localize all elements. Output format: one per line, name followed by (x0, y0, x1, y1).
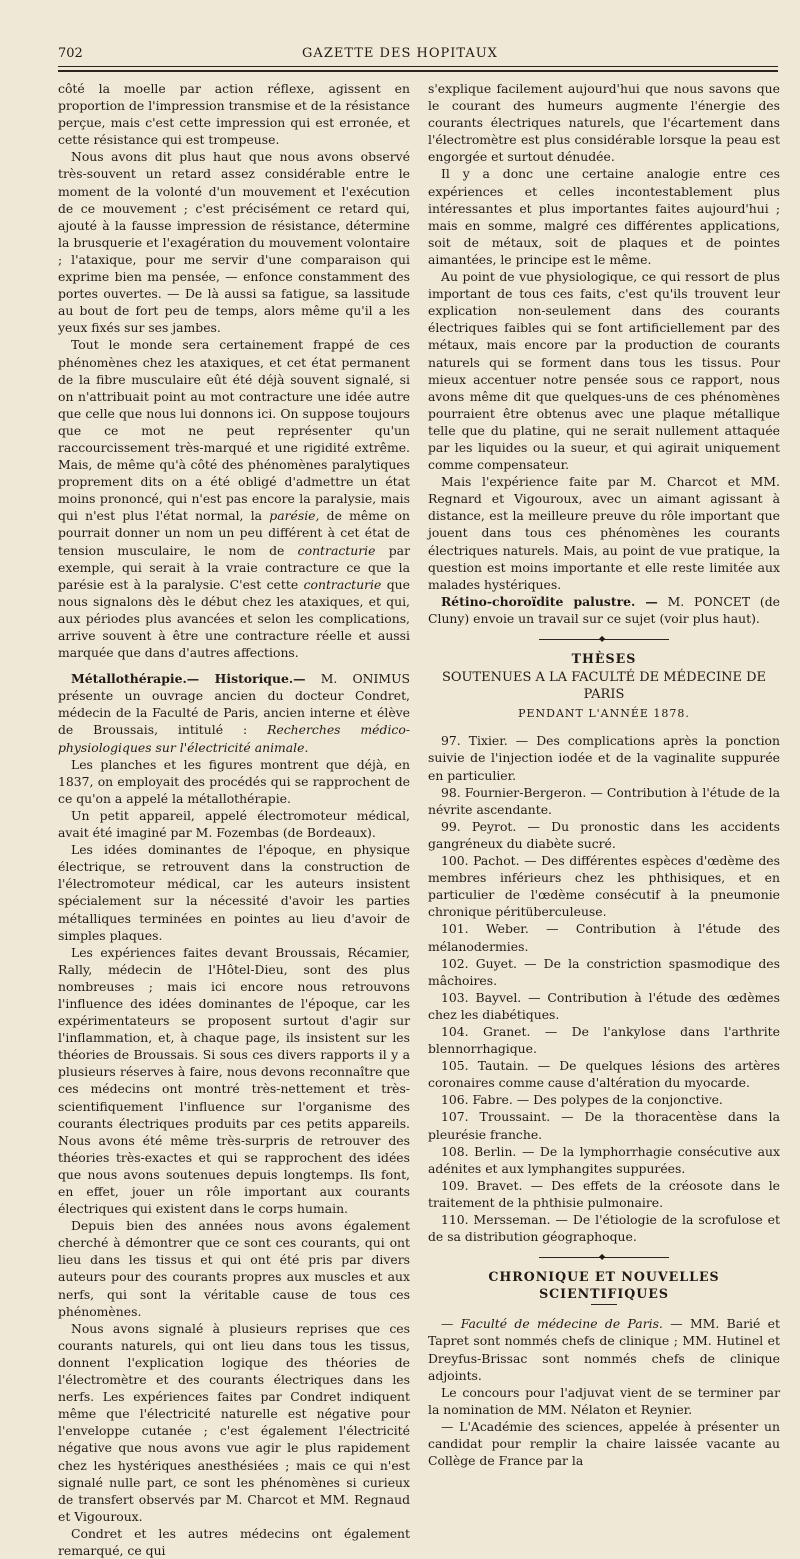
theses-title: THÈSES (571, 651, 637, 666)
paragraph: Au point de vue physiologique, ce qui ressort de plus important de tous ces faits, c'est qu'ils trouvent leur explication non-seulement dans des courants électriques faibles qui se font artificiellement par des métaux, mais encore par la production de courants naturels qui se forment dans tous les tissus. Pour mieux accentuer notre pensée sous ce rapport, nous avons même dit que quelques-uns de ces phénomènes pourraient être obtenus avec une plaque métallique telle que du platine, qui ne serait nullement attaquée par les liquides ou la sueur, et qui agirait uniquement comme compensateur. (428, 269, 780, 473)
term-contracturie: contracturie (297, 542, 376, 558)
news-lead: — Faculté de médecine de Paris. (441, 1316, 663, 1332)
header-rule-thick (58, 70, 778, 72)
paragraph: Les planches et les figures montrent que déjà, en 1837, on employait des procédés qui se rapprochent de ce qu'on a appelé la métallothérapie. (58, 756, 410, 806)
list-item: 97. Tixier. — Des complications après la ponction suivie de l'injection iodée et de la vaginalite suppurée en particulier. (428, 733, 780, 783)
paragraph: Condret et les autres médecins ont également remarqué, ce qui (58, 1525, 410, 1558)
author-name: M. ONIMUS (320, 671, 410, 687)
theses-subtitle: SOUTENUES A LA FACULTÉ DE MÉDECINE DE PARIS (441, 670, 766, 703)
short-rule (591, 1304, 617, 1305)
paragraph: Depuis bien des années nous avons également cherché à démontrer que ce sont ces courants, qui ont lieu dans les tissus et qui ont été pris par divers auteurs pour des courants propres aux muscles et aux nerfs, qui sont la véritable cause de tous ces phénomènes. (58, 1218, 410, 1319)
list-item: 107. Troussaint. — De la thoracentèse dans la pleurésie franche. (428, 1109, 780, 1142)
paragraph: Nous avons dit plus haut que nous avons observé très-souvent un retard assez considérable entre le moment de la volonté d'un mouvement et l'exécution de ce mouvement ; c'est précisément ce retard qui, ajouté à la fausse impression de résistance, détermine la brusquerie et l'exagération du mouvement volontaire ; l'ataxique, pour me servir d'une comparaison qui exprime bien ma pensée, — enfonce constamment des portes ouvertes. — De là aussi sa fatigue, sa lassitude au bout de fort peu de temps, alors même qu'il a les yeux fixés sur ses jambes. (58, 149, 410, 336)
paragraph: Il y a donc une certaine analogie entre ces expériences et celles incontestablement plus intéressantes et plus importantes faites aujourd'hui ; mais en somme, malgré ces différentes applications, soit de métaux, soit de plaques et de pointes aimantées, le principe est le même. (428, 166, 780, 267)
paragraph: Un petit appareil, appelé électromoteur médical, avait été imaginé par M. Fozembas (de Bordeaux). (58, 807, 410, 841)
paragraph: — L'Académie des sciences, appelée à présenter un candidat pour remplir la chaire laissée vacante au Collège de France par la (428, 1418, 780, 1469)
list-item: 108. Berlin. — De la lymphorrhagie consécutive aux adénites et aux lymphangites suppurées. (428, 1143, 780, 1176)
list-item: 101. Weber. — Contribution à l'étude des mélanodermies. (428, 921, 780, 954)
running-title: GAZETTE DES HOPITAUX (302, 46, 498, 61)
list-item: 99. Peyrot. — Du pronostic dans les accidents gangréneux du diabète sucré. (428, 818, 780, 851)
author-name: M. PONCET (667, 593, 751, 609)
list-item: 105. Tautain. — De quelques lésions des artères coronaires comme cause d'altération du myocarde. (428, 1058, 780, 1091)
list-item: 106. Fabre. — Des polypes de la conjonctive. (441, 1092, 723, 1108)
list-item: 110. Mersseman. — De l'étiologie de la scrofulose et de sa distribution géographoque. (428, 1212, 780, 1245)
section-heading: Métallothérapie.— Historique.— (71, 671, 306, 687)
book-title: Recherches médico-physiologiques sur l'électricité animale. (58, 722, 410, 755)
paragraph: Tout le monde sera certainement frappé de ces phénomènes chez les ataxiques, et cet état permanent de la fibre musculaire eût été déjà souvent signalé, si on n'attribuait point au mot contracture une idée autre que celle que nous lui donnons ici. On suppose toujours que ce mot ne peut représenter qu'un raccourcissement très-marqué et une rigidité extrême. Mais, de même qu'à côté des phénomènes paralytiques proprement dits on a été obligé d'admettre un état moins prononcé, qui n'est pas encore la paralysie, mais qui n'est plus l'état normal, la parésie, de même on pourrait donner un nom un peu différent à cet état de tension musculaire, le nom de contracturie par exemple, qui serait à la vraie contracture ce que la parésie est à la paralysie. C'est cette contracturie que nous signalons dès le début chez les ataxiques, et qui, aux périodes plus avancées et selon les complications, arrive souvent à être une contracture réelle et aussi marquée que dans d'autres affections. (58, 337, 410, 661)
left-column (58, 80, 410, 1559)
right-column (428, 80, 780, 1469)
paragraph: Nous avons signalé à plusieurs reprises que ces courants naturels, qui ont lieu dans tous les tissus, donnent l'explication logique des théories de l'électromètre et des courants électriques dans les nerfs. Les expériences faites par Condret indiquent même que l'électricité naturelle est négative pour l'enveloppe cutanée ; c'est également l'électricité négative que nous avons vue agir le plus rapidement chez les hystériques anesthésiées ; mais ce qui n'est signalé nulle part, ce sont les phénomènes si curieux de transfert observés par M. Charcot et MM. Regnaud et Vigouroux. (58, 1320, 410, 1524)
list-item: 109. Bravet. — Des effets de la créosote dans le traitement de la phthisie pulmonaire. (428, 1177, 780, 1210)
paragraph-metallotherapie: Métallothérapie.— Historique.— M. ONIMUS présente un ouvrage ancien du docteur Condret, médecin de la Faculté de Paris, ancien interne et élève de Broussais, intitulé : Recherches médico-physiologiques sur l'électricité animale. (58, 671, 410, 755)
paragraph: Les expériences faites devant Broussais, Récamier, Rally, médecin de l'Hôtel-Dieu, sont des plus nombreuses ; mais ici encore nous retrouvons l'influence des idées dominantes de l'époque, car les expérimentateurs se proposent surtout d'agir sur l'inflammation, et, à chaque page, ils insistent sur les théories de Broussais. Si sous ces divers rapports il y a plusieurs réserves à faire, nous devons reconnaître que ces médecins ont montré très-nettement et très-scientifiquement l'influence sur l'organisme des courants électriques produits par ces petits appareils. Nous avons été même très-surpris de retrouver des théories très-exactes et qui se rapprochent des idées que nous avons soutenues depuis longtemps. Ils font, en effet, jouer un rôle important aux courants électriques qui existent dans le corps humain. (58, 944, 410, 1217)
section-separator (539, 1252, 669, 1262)
chronique-title: CHRONIQUE ET NOUVELLES SCIENTIFIQUES (488, 1269, 720, 1302)
section-separator (539, 634, 669, 643)
theses-list (428, 732, 780, 1245)
diamond-ornament-icon: ◆ (599, 634, 606, 643)
section-heading: Rétino-choroïdite palustre. — (441, 593, 658, 609)
list-item: 98. Fournier-Bergeron. — Contribution à l'étude de la névrite ascendante. (428, 784, 780, 817)
paragraph: s'explique facilement aujourd'hui que nous savons que le courant des humeurs augmente l'énergie des courants électriques naturels, que l'écartement dans l'électromètre est plus considérable lorsque la peau est engorgée et surtout dénudée. (428, 81, 780, 165)
diamond-ornament-icon: ◆ (599, 1252, 606, 1262)
term-contracturie: contracturie (303, 576, 382, 592)
paragraph: — Faculté de médecine de Paris. — MM. Barié et Tapret sont nommés chefs de clinique ; MM. Hutinel et Dreyfus-Brissac sont nommés chefs de clinique adjoints. (428, 1316, 780, 1383)
paragraph: Mais l'expérience faite par M. Charcot et MM. Regnard et Vigouroux, avec un aimant agissant à distance, est la meilleure preuve du rôle important que jouent dans tous ces phénomènes les courants électriques naturels. Mais, au point de vue pratique, la question est moins importante et elle reste limitée aux malades hystériques. (428, 474, 780, 592)
list-item: 103. Bayvel. — Contribution à l'étude des œdèmes chez les diabétiques. (428, 989, 780, 1022)
theses-period: PENDANT L'ANNÉE 1878. (518, 707, 690, 721)
list-item: 100. Pachot. — Des différentes espèces d'œdème des membres inférieurs chez les phthisiques, et en particulier de l'œdème consécutif à la pneumonie chronique péritüberculeuse. (428, 853, 780, 920)
header-rule (58, 66, 778, 67)
list-item: 102. Guyet. — De la constriction spasmodique des mâchoires. (428, 955, 780, 988)
term-paresie: parésie, (269, 508, 320, 524)
list-item: 104. Granet. — De l'ankylose dans l'arthrite blennorrhagique. (428, 1023, 780, 1057)
paragraph-retino: Rétino-choroïdite palustre. — M. PONCET (de Cluny) envoie un travail sur ce sujet (voir plus haut). (428, 593, 780, 626)
paragraph: côté la moelle par action réflexe, agissent en proportion de l'impression transmise et de la résistance perçue, mais c'est cette impression qui est erronée, et cette résistance qui est trompeuse. (58, 81, 410, 148)
page-number: 702 (58, 46, 83, 61)
paragraph: Les idées dominantes de l'époque, en physique électrique, se retrouvent dans la construction de l'électromoteur médical, car les auteurs insistent spécialement sur la nécessité d'avoir les parties métalliques terminées en pointes au lieu d'avoir de simples plaques. (58, 842, 410, 943)
paragraph: Le concours pour l'adjuvat vient de se terminer par la nomination de MM. Nélaton et Reynier. (428, 1384, 780, 1417)
